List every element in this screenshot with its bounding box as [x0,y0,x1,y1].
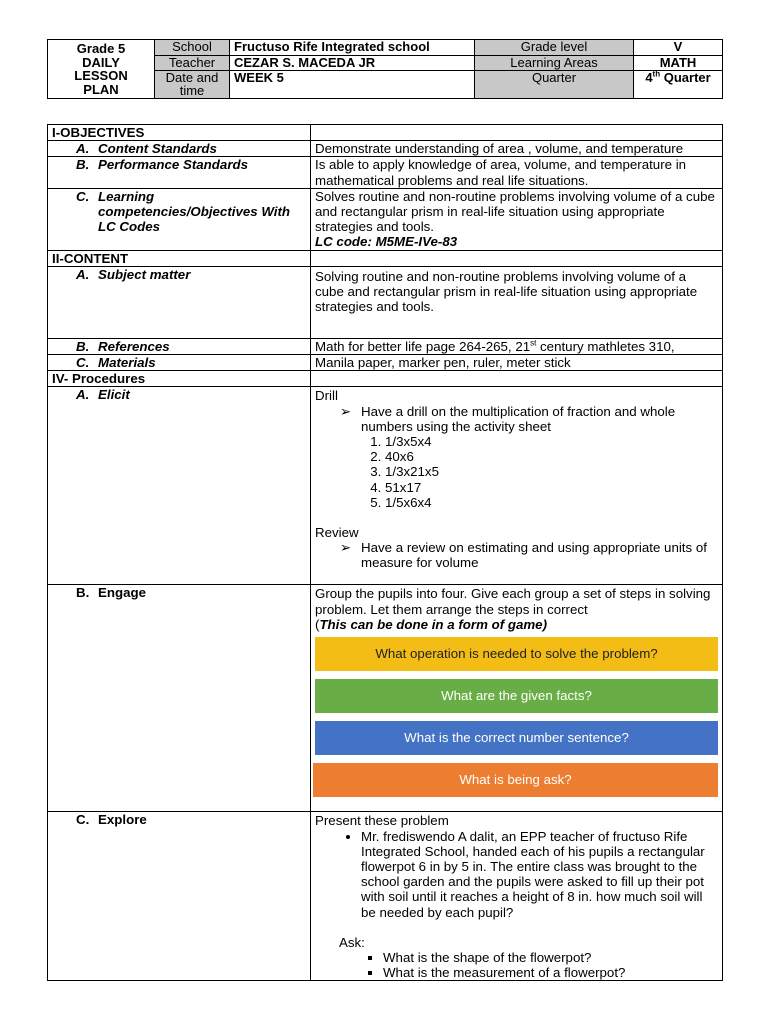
content-standards-label: A. Content Standards [48,141,311,157]
step-box-being-ask: What is being ask? [313,763,718,797]
procedures-heading: IV- Procedures [48,371,311,387]
references-label: B. References [48,338,311,354]
grade-title [48,40,155,99]
drill-title: Drill [315,388,338,404]
drill-item: 1. 1/3x5x4 [385,434,718,449]
ask-item: ▪ What is the measurement of a flowerpot? [383,965,718,980]
engage-label: B. Engage [48,585,311,812]
date-label: Date and time [155,71,230,99]
quarter-label: Quarter [475,71,634,99]
grade-title-line: Grade 5 [76,41,126,56]
date-value: WEEK 5 [230,71,475,99]
drill-item: 4. 51x17 [385,480,718,495]
drill-item: 2. 40x6 [385,449,718,464]
lc-code: LC code: M5ME-IVe-83 [315,234,458,250]
step-box-operation: What operation is needed to solve the problem? [315,637,718,671]
drill-item: 5. 1/5x6x4 [385,495,718,510]
step-box-number-sentence: What is the correct number sentence? [315,721,718,755]
explore-label: C. Explore [48,812,311,981]
quarter-value [634,71,723,99]
quarter-rest: Quarter [660,70,711,85]
grade-level-value: V [634,40,723,56]
learning-competencies-label: C. Learning competencies/Objectives With LC Codes [48,188,311,250]
ask-list [315,950,718,980]
objectives-heading: I-OBJECTIVES [48,125,311,141]
school-label: School [155,40,230,56]
references-value: Math for better life page 264-265, 21st century mathletes 310, [311,338,723,354]
subject-matter-value: Solving routine and non-routine problems involving volume of a cube and rectangular prism in real-life situation using appropriate strategies and tools. [311,266,723,338]
elicit-label: A. Elicit [48,387,311,585]
performance-standards-value: Is able to apply knowledge of area, volume, and temperature in mathematical problems and real life situations. [311,157,723,188]
drill-bullet-item: ➢ Have a drill on the multiplication of fraction and whole numbers using the activity sheet [315,404,718,434]
learning-areas-value: MATH [634,56,723,71]
grade-level-label: Grade level [475,40,634,56]
explore-problem-list [315,829,718,920]
drill-list [315,434,718,510]
lesson-plan-table [47,124,723,981]
explore-intro: Present these problem [315,813,449,829]
materials-label: C. Materials [48,355,311,371]
performance-standards-label: B. Performance Standards [48,157,311,188]
quarter-sup: th [652,69,661,79]
grade-title-line: LESSON [74,68,128,83]
subject-matter-label: A. Subject matter [48,266,311,338]
teacher-label: Teacher [155,56,230,71]
grade-title-line: PLAN [83,81,119,97]
header-table [47,39,723,99]
step-box-given-facts: What are the given facts? [315,679,718,713]
explore-problem: • Mr. frediswendo A dalit, an EPP teacher of fructuso Rife Integrated School, handed each of his pupils a rectangular flowerpot 6 in by 5 in. The entire class was brought to the school garden and the pupils were asked to fill up their pot with soil until it reaches a height of 8 in. how much soil will be needed by each pupil? [361,829,718,920]
content-heading: II-CONTENT [48,250,311,266]
drill-item: 3. 1/3x21x5 [385,464,718,479]
arrow-bullet-icon: ➢ [339,540,351,556]
learning-competencies-value: Solves routine and non-routine problems involving volume of a cube and rectangular prism in real-life situation using appropriate strategies and tools. LC code: M5ME-IVe-83 [311,188,723,250]
review-bullet-item: ➢ Have a review on estimating and using appropriate units of measure for volume [315,540,718,570]
materials-value: Manila paper, marker pen, ruler, meter stick [311,355,723,371]
review-title: Review [315,525,359,541]
engage-text: Group the pupils into four. Give each group a set of steps in solving problem. Let them arrange the steps in correct [315,586,711,617]
elicit-value [311,387,723,585]
school-value: Fructuso Rife Integrated school [230,40,475,56]
ask-item: ▪ What is the shape of the flowerpot? [383,950,718,965]
grade-title-line: DAILY [82,54,120,70]
engage-value: Group the pupils into four. Give each group a set of steps in solving problem. Let them arrange the steps in correct (This can be done in a form of game) What operation is needed to solve the problem? What are the given facts? What is the correct number sentence? What is being ask? [311,585,723,812]
teacher-value: CEZAR S. MACEDA JR [230,56,475,71]
learning-areas-label: Learning Areas [475,56,634,71]
engage-note: This can be done in a form of game) [319,616,547,632]
content-standards-value: Demonstrate understanding of area , volume, and temperature [311,141,723,157]
explore-value [311,812,723,981]
quarter-num: 4 [645,70,653,85]
ask-label: Ask: [339,934,365,950]
arrow-bullet-icon: ➢ [339,403,351,419]
